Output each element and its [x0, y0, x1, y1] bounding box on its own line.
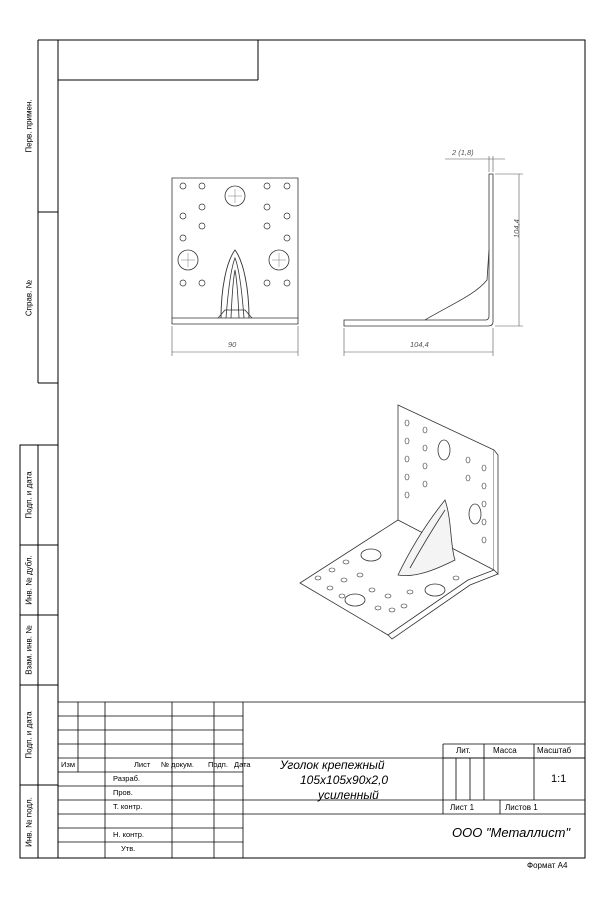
row-checked: Пров.	[113, 788, 133, 797]
dim-side-width: 104,4	[410, 340, 429, 349]
outer-frame	[58, 40, 585, 858]
top-stamp-box	[58, 40, 258, 80]
drawing-title-line1: Уголок крепежный	[280, 758, 385, 772]
side-label-first-use: Перв. примен.	[24, 99, 34, 153]
row-approved: Утв.	[121, 844, 136, 853]
col-sign: Подп.	[208, 760, 228, 769]
side-label-reference-no: Справ. №	[24, 279, 34, 317]
col-list: Лист	[134, 760, 151, 769]
dim-side-height: 104,4	[512, 219, 521, 238]
scale-value: 1:1	[551, 773, 567, 785]
company-name: ООО "Металлист"	[452, 825, 571, 840]
lit-label: Лит.	[456, 746, 471, 755]
side-label-orig-inv-no: Инв. № подл.	[24, 797, 34, 847]
dim-front-width: 90	[228, 340, 237, 349]
side-label-sign-date-2: Подп. и дата	[24, 711, 34, 759]
side-view	[344, 174, 493, 326]
scale-label: Масштаб	[537, 746, 572, 755]
row-norm-control: Н. контр.	[113, 830, 144, 839]
col-izm: Изм	[61, 760, 75, 769]
drawing-title-line3: усиленный	[318, 788, 379, 802]
dim-thickness: 2 (1,8)	[452, 148, 474, 157]
drawing-title-line2: 105х105х90х2,0	[300, 773, 389, 787]
format-label: Формат А4	[527, 861, 568, 870]
row-tech-control: Т. контр.	[113, 802, 143, 811]
side-label-sign-date-1: Подп. и дата	[24, 471, 34, 519]
isometric-view	[300, 405, 498, 639]
col-doc-no: № докум.	[161, 760, 194, 769]
side-label-replace-inv-no: Взам. инв. №	[24, 625, 34, 675]
sheet-number: Лист 1	[450, 803, 475, 812]
front-view	[172, 178, 298, 324]
row-developed: Разраб.	[113, 774, 141, 783]
side-label-dup-inv-no: Инв. № дубл.	[24, 555, 34, 605]
mass-label: Масса	[493, 746, 517, 755]
sheets-total: Листов 1	[505, 803, 538, 812]
col-date: Дата	[234, 760, 251, 769]
